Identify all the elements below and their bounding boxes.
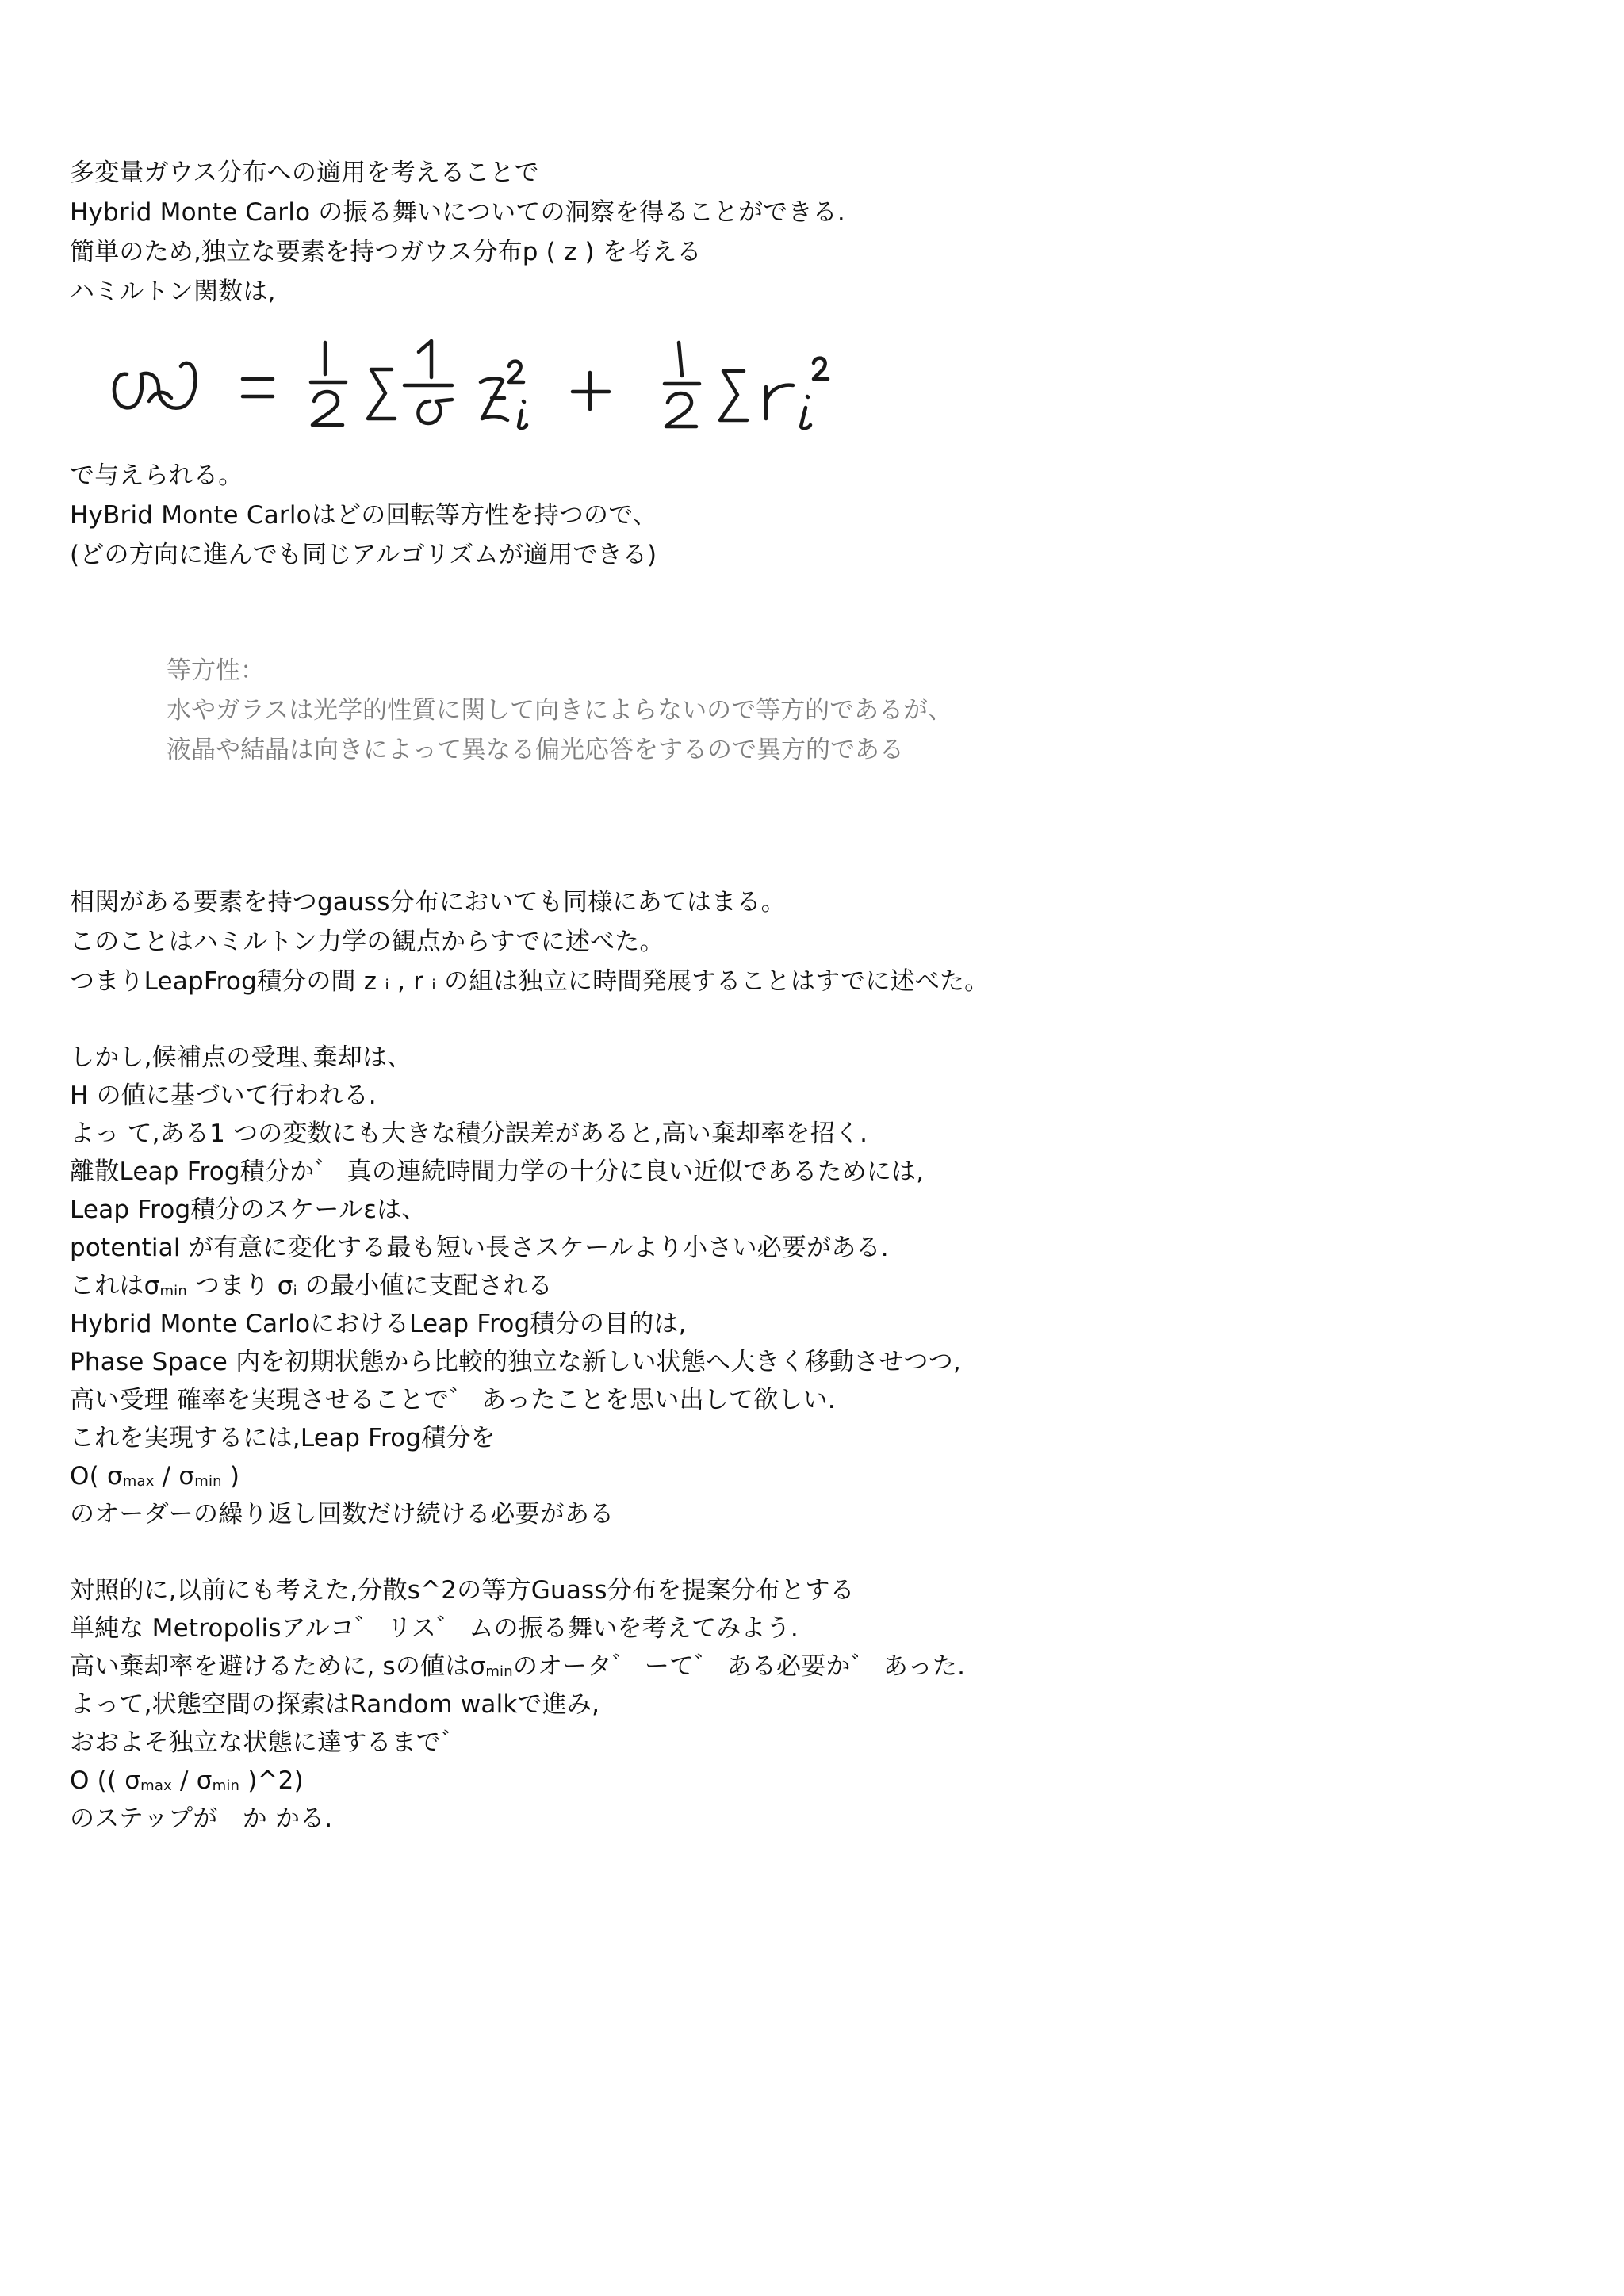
order-max-min-line — [70, 1457, 239, 1501]
intro-line-3: 簡単のため,独立な要素を持つガウス分布p ( z ) を考える — [70, 238, 702, 266]
intro-line-2: Hybrid Monte Carlo の振る舞いについての洞察を得ることができる. — [70, 198, 845, 227]
para2-line-1: しかし,候補点の受理､棄却は、 — [70, 1043, 412, 1072]
para3-line-2: Phase Space 内を初期状態から比較的独立な新しい状態へ大きく移動させつつ, — [70, 1348, 961, 1376]
para1-line-2: このことはハミルトン力学の観点からすでに述べた。 — [70, 928, 665, 956]
after-formula-line-1: で与えられる。 — [70, 461, 243, 490]
order1-part-c: ) — [221, 1462, 240, 1490]
order1-part-b: / σ — [154, 1462, 195, 1490]
after-formula-line-3: (どの方向に進んでも同じアルゴリズムが適用できる) — [70, 541, 657, 569]
note-line-2: 液晶や結晶は向きによって異なる偏光応答をするので異方的である — [167, 736, 904, 764]
para1-line-3: つまりLeapFrog積分の間 z ᵢ , r ᵢ の組は独立に時間発展することはすでに述べた。 — [70, 967, 990, 996]
sigma-line-sub-i: i — [293, 1283, 297, 1299]
para2-line-2: H の値に基づいて行われる. — [70, 1081, 377, 1110]
para2-line-3: よっ て,ある1 つの変数にも大きな積分誤差があると,高い棄却率を招く. — [70, 1119, 868, 1148]
sigma-min-line — [70, 1267, 553, 1311]
sigma-line-sub-min: min — [159, 1283, 187, 1299]
intro-line-1: 多変量ガウス分布への適用を考えることで — [70, 159, 539, 187]
para2-line-6: potential が有意に変化する最も短い長さスケールより小さい必要がある. — [70, 1234, 889, 1262]
order2-sub-max: max — [140, 1777, 172, 1794]
after-formula-line-2: HyBrid Monte Carloはどの回転等方性を持つので、 — [70, 501, 657, 530]
note-title: 等方性： — [167, 656, 265, 685]
sigma-line-part-c: の最小値に支配される — [297, 1272, 553, 1300]
handwritten-hamiltonian-formula — [103, 325, 991, 444]
order2-sub-min: min — [212, 1777, 240, 1794]
para4-sigma-sub-min: min — [485, 1663, 513, 1680]
order2-part-a: O (( σ — [70, 1766, 141, 1795]
order1-sub-max: max — [122, 1473, 155, 1490]
order1-part-a: O( σ — [70, 1462, 123, 1490]
order2-tail-line: のステップが か かる. — [70, 1804, 333, 1833]
intro-line-4: ハミルトン関数は, — [70, 277, 276, 306]
para1-line-1: 相関がある要素を持つgauss分布においても同様にあてはまる。 — [70, 888, 786, 916]
para3-line-3: 高い受理 確率を実現させることで゛ あったことを思い出して欲しい. — [70, 1386, 836, 1414]
para5-line-2: おおよそ独立な状態に達するまで゛ — [70, 1728, 466, 1757]
order2-part-b: / σ — [171, 1766, 213, 1795]
sigma-line-part-a: これはσ — [70, 1272, 160, 1300]
para2-line-5: Leap Frog積分のスケールεは、 — [70, 1196, 427, 1224]
para2-line-4: 離散Leap Frog積分か゛ 真の連続時間力学の十分に良い近似であるためには, — [70, 1158, 925, 1186]
para3-line-4: これを実現するには,Leap Frog積分を — [70, 1424, 496, 1452]
para5-line-1: よって,状態空間の探索はRandom walkで進み, — [70, 1690, 600, 1719]
order1-sub-min: min — [194, 1473, 222, 1490]
para4-line-1: 対照的に,以前にも考えた,分散s^2の等方Guass分布を提案分布とする — [70, 1576, 855, 1605]
order-squared-line — [70, 1762, 304, 1805]
para4-sigma-part-a: 高い棄却率を避けるために, sの値はσ — [70, 1652, 486, 1681]
para3-line-1: Hybrid Monte CarloにおけるLeap Frog積分の目的は, — [70, 1310, 687, 1338]
order1-tail-line: のオーダーの繰り返し回数だけ続ける必要がある — [70, 1500, 615, 1529]
note-line-1: 水やガラスは光学的性質に関して向きによらないので等方的であるが、 — [167, 696, 953, 725]
sigma-line-part-b: つまり σ — [187, 1272, 293, 1300]
para4-sigma-line — [70, 1647, 965, 1691]
para4-line-2: 単純な Metropolisアルコ゛ リス゛ ムの振る舞いを考えてみよう. — [70, 1614, 799, 1643]
order2-part-c: )^2) — [239, 1766, 304, 1795]
para4-sigma-part-b: のオータ゛ ーて゛ ある必要か゛ あった. — [512, 1652, 966, 1681]
